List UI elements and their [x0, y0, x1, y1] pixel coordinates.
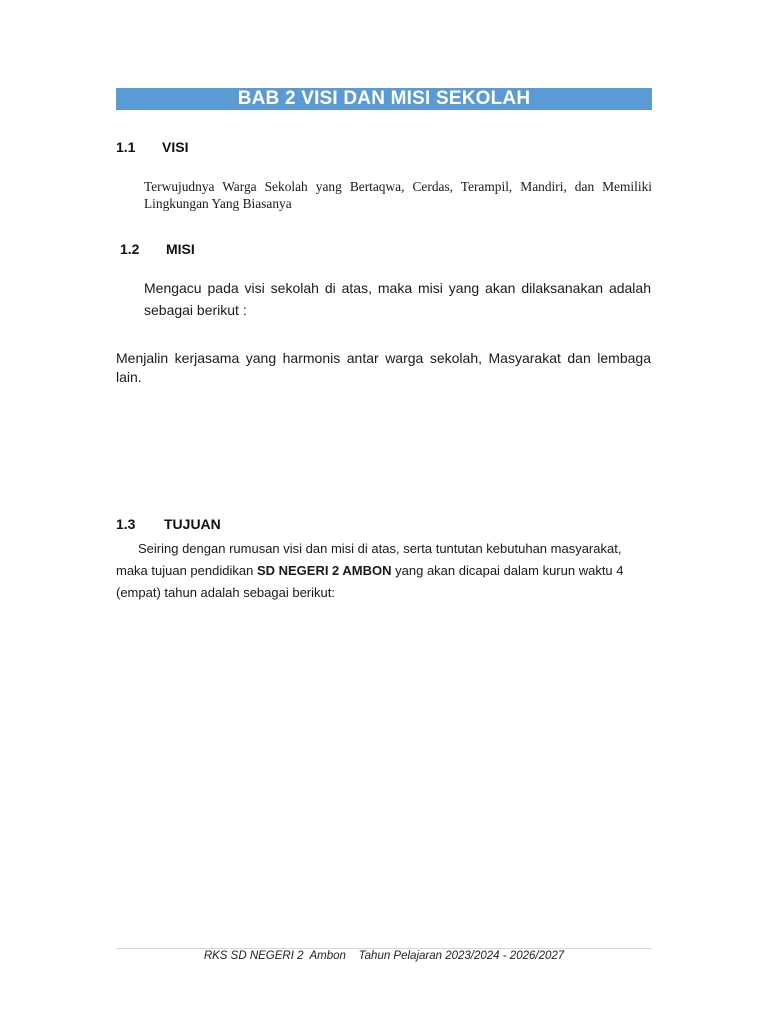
school-name: SD NEGERI 2 AMBON	[256, 563, 392, 578]
page-title: BAB 2 VISI DAN MISI SEKOLAH	[116, 88, 652, 110]
tujuan-text-after: yang akan dicapai dalam kurun waktu 4 (empat) tahun adalah sebagai berikut:	[116, 563, 624, 600]
section-heading-tujuan	[116, 516, 221, 532]
tujuan-paragraph	[116, 538, 636, 604]
footer-divider	[116, 948, 652, 949]
page-footer: RKS SD NEGERI 2 Ambon Tahun Pelajaran 2023/2024 - 2026/2027	[203, 950, 565, 962]
misi-item-paragraph: Menjalin kerjasama yang harmonis antar warga sekolah, Masyarakat dan lembaga lain.	[116, 350, 651, 385]
section-label: TUJUAN	[164, 516, 221, 532]
section-label: MISI	[166, 241, 195, 257]
section-label: VISI	[162, 139, 189, 155]
section-heading-visi	[116, 139, 188, 155]
section-number: 1.1	[116, 139, 136, 155]
section-number: 1.2	[120, 241, 140, 257]
section-number: 1.3	[116, 516, 136, 532]
tujuan-text-before: Seiring dengan rumusan visi dan misi di atas, serta tuntutan kebutuhan masyarakat, maka tujuan pendidikan	[116, 541, 622, 578]
misi-intro-paragraph: Mengacu pada visi sekolah di atas, maka misi yang akan dilaksanakan adalah sebagai berikut :	[144, 280, 651, 318]
visi-paragraph: Terwujudnya Warga Sekolah yang Bertaqwa, Cerdas, Terampil, Mandiri, dan Memiliki Lingkungan Yang Biasanya	[144, 179, 652, 211]
section-heading-misi	[120, 241, 195, 257]
